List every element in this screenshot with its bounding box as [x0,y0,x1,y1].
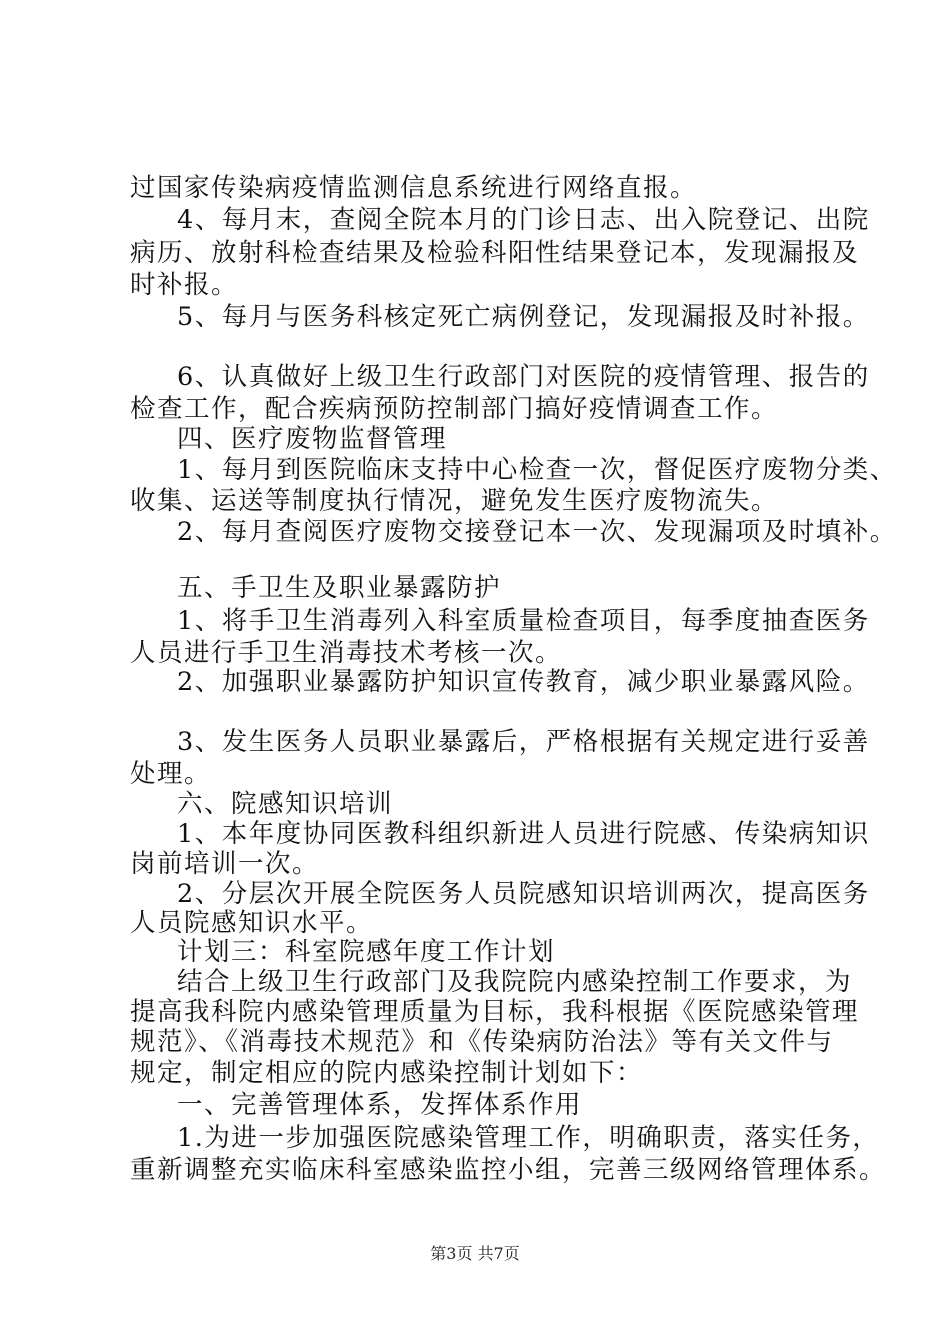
text-line: 1、本年度协同医教科组织新进人员进行院感、传染病知识 [177,819,870,849]
text-line: 人员进行手卫生消毒技术考核一次。 [130,638,563,668]
text-line: 结合上级卫生行政部门及我院院内感染控制工作要求，为 [177,967,853,997]
section-heading: 五、手卫生及职业暴露防护 [177,573,502,603]
text-line: 规范》、《消毒技术规范》和《传染病防治法》等有关文件与 [130,1027,834,1057]
text-line: 2、加强职业暴露防护知识宣传教育，减少职业暴露风险。 [177,667,870,697]
text-line: 2、每月查阅医疗废物交接登记本一次、发现漏项及时填补。 [177,517,897,547]
text-line: 1、每月到医院临床支持中心检查一次，督促医疗废物分类、 [177,455,897,485]
section-heading: 一、完善管理体系，发挥体系作用 [177,1090,583,1120]
plan-heading: 计划三：科室院感年度工作计划 [177,937,556,967]
text-line: 检查工作，配合疾病预防控制部门搞好疫情调查工作。 [130,394,779,424]
text-line: 2、分层次开展全院医务人员院感知识培训两次，提高医务 [177,879,870,909]
text-line: 处理。 [130,759,212,789]
text-line: 6、认真做好上级卫生行政部门对医院的疫情管理、报告的 [177,362,870,392]
text-line: 5、每月与医务科核定死亡病例登记，发现漏报及时补报。 [177,302,870,332]
text-line: 1、将手卫生消毒列入科室质量检查项目，每季度抽查医务 [177,606,870,636]
text-line: 规定，制定相应的院内感染控制计划如下： [130,1058,644,1088]
text-line: 时补报。 [130,270,239,300]
text-line: 人员院感知识水平。 [130,908,374,938]
text-line: 3、发生医务人员职业暴露后，严格根据有关规定进行妥善 [177,727,870,757]
text-line: 病历、放射科检查结果及检验科阳性结果登记本，发现漏报及 [130,238,860,268]
text-line: 4、每月末，查阅全院本月的门诊日志、出入院登记、出院 [177,205,870,235]
text-line: 过国家传染病疫情监测信息系统进行网络直报。 [130,173,698,203]
text-line: 提高我科院内感染管理质量为目标，我科根据《医院感染管理 [130,997,860,1027]
text-line: 岗前培训一次。 [130,849,320,879]
text-line: 1.为进一步加强医院感染管理工作，明确职责，落实任务， [177,1123,880,1153]
page-footer: 第3页 共7页 [430,1244,520,1263]
text-line: 收集、运送等制度执行情况，避免发生医疗废物流失。 [130,486,779,516]
text-line: 重新调整充实临床科室感染监控小组，完善三级网络管理体系。 [130,1155,887,1185]
section-heading: 四、医疗废物监督管理 [177,424,448,454]
section-heading: 六、院感知识培训 [177,789,394,819]
